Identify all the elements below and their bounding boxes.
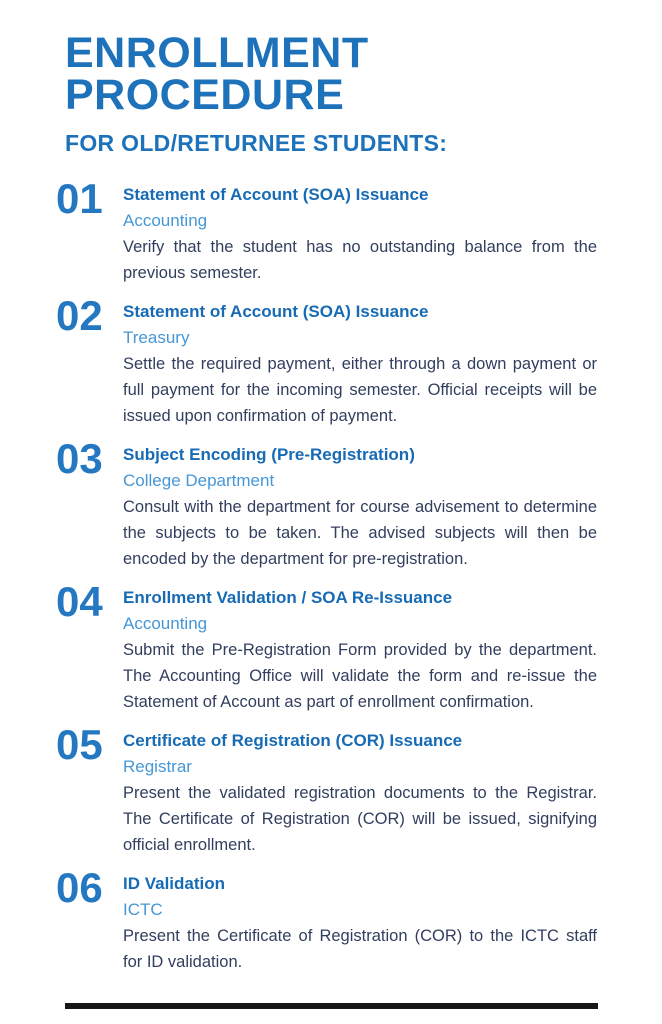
step-content bbox=[123, 182, 597, 286]
step-item-5 bbox=[56, 721, 597, 858]
step-title: Statement of Account (SOA) Issuance bbox=[123, 185, 429, 204]
step-number: 04 bbox=[56, 578, 103, 625]
step-office: ICTC bbox=[123, 900, 163, 919]
step-title: ID Validation bbox=[123, 874, 226, 893]
page-subtitle: FOR OLD/RETURNEE STUDENTS: bbox=[65, 130, 448, 156]
step-description: Settle the required payment, either through a down payment or full payment for the incoming semester. Official receipts will be issued upon confirmation of payment. bbox=[123, 355, 597, 425]
page-title-line1: ENROLLMENT bbox=[65, 29, 369, 77]
step-office: Treasury bbox=[123, 328, 190, 347]
step-item-2 bbox=[56, 292, 597, 429]
step-content bbox=[123, 299, 597, 429]
step-office: Accounting bbox=[123, 614, 208, 633]
step-title: Certificate of Registration (COR) Issuance bbox=[123, 731, 463, 750]
step-item-3 bbox=[56, 435, 597, 572]
step-description: Verify that the student has no outstanding balance from the previous semester. bbox=[123, 238, 597, 282]
step-description: Present the validated registration documents to the Registrar. The Certificate of Registration (COR) will be issued, signifying official enrollment. bbox=[123, 784, 597, 854]
step-title: Statement of Account (SOA) Issuance bbox=[123, 302, 429, 321]
step-number: 06 bbox=[56, 864, 103, 911]
footer-divider bbox=[65, 1003, 598, 1009]
step-content bbox=[123, 728, 597, 858]
header bbox=[65, 29, 597, 156]
step-office: Accounting bbox=[123, 211, 208, 230]
step-number: 05 bbox=[56, 721, 103, 768]
step-number: 01 bbox=[56, 175, 103, 222]
page-title-line2: PROCEDURE bbox=[65, 71, 345, 119]
step-item-6 bbox=[56, 864, 597, 975]
step-office: Registrar bbox=[123, 757, 192, 776]
page-title bbox=[65, 29, 597, 119]
step-title: Enrollment Validation / SOA Re-Issuance bbox=[123, 588, 453, 607]
step-item-1 bbox=[56, 175, 597, 286]
step-office: College Department bbox=[123, 471, 275, 490]
step-number: 03 bbox=[56, 435, 103, 482]
steps-list bbox=[56, 175, 597, 975]
step-content bbox=[123, 871, 597, 975]
step-description: Submit the Pre-Registration Form provided by the department. The Accounting Office will validate the form and re-issue the Statement of Account as part of enrollment confirmation. bbox=[123, 641, 597, 711]
step-content bbox=[123, 585, 597, 715]
step-description: Present the Certificate of Registration (COR) to the ICTC staff for ID validation. bbox=[123, 927, 597, 971]
step-title: Subject Encoding (Pre-Registration) bbox=[123, 445, 415, 464]
step-number: 02 bbox=[56, 292, 103, 339]
step-description: Consult with the department for course advisement to determine the subjects to be taken. The advised subjects will then be encoded by the department for pre-registration. bbox=[123, 498, 597, 568]
step-item-4 bbox=[56, 578, 597, 715]
step-content bbox=[123, 442, 597, 572]
